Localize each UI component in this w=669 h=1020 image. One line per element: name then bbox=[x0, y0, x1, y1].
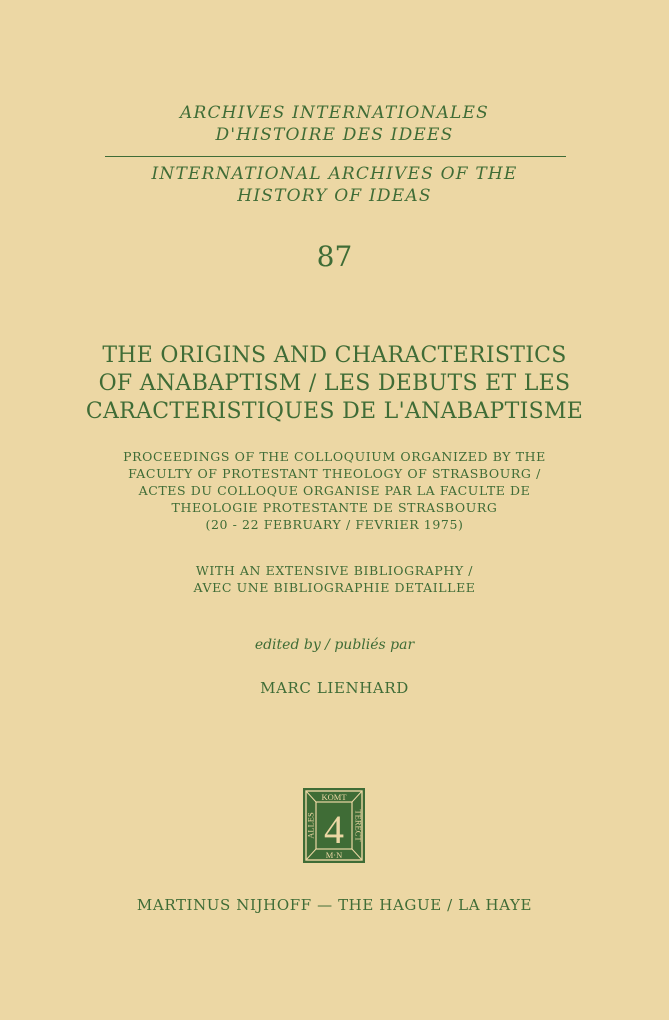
publisher-imprint: MARTINUS NIJHOFF — THE HAGUE / LA HAYE bbox=[136, 896, 533, 914]
series-french-line-2: D'HISTOIRE DES IDEES bbox=[215, 125, 454, 145]
series-title-french bbox=[0, 102, 669, 146]
edited-by-label: edited by / publiés par bbox=[254, 637, 415, 653]
subtitle bbox=[0, 448, 669, 533]
subtitle-line-4: THEOLOGIE PROTESTANTE DE STRASBOURG bbox=[171, 500, 498, 515]
title-line-2: OF ANABAPTISM / LES DEBUTS ET LES bbox=[98, 371, 571, 396]
subtitle-line-2: FACULTY OF PROTESTANT THEOLOGY OF STRASBOURG / bbox=[128, 466, 541, 481]
logo-text-center: 4 bbox=[324, 807, 344, 852]
subtitle-line-3: ACTES DU COLLOQUE ORGANISE PAR LA FACULTE DE bbox=[138, 483, 531, 498]
subtitle-line-5: (20 - 22 FEBRUARY / FEVRIER 1975) bbox=[205, 517, 464, 532]
series-divider bbox=[105, 156, 566, 157]
logo-text-left: ALLES bbox=[305, 812, 316, 839]
book-title bbox=[0, 342, 669, 426]
logo-text-right: TERECT bbox=[353, 809, 364, 842]
series-english-line-2: HISTORY OF IDEAS bbox=[237, 186, 432, 206]
logo-text-top: KOMT bbox=[321, 792, 347, 802]
series-english-line-1: INTERNATIONAL ARCHIVES OF THE bbox=[151, 164, 518, 184]
volume-number: 87 bbox=[316, 240, 353, 273]
bibliography-line-1: WITH AN EXTENSIVE BIBLIOGRAPHY / bbox=[195, 563, 474, 578]
logo-text-bottom: M·N bbox=[325, 850, 343, 860]
title-line-3: CARACTERISTIQUES DE L'ANABAPTISME bbox=[85, 399, 584, 424]
bibliography-note bbox=[0, 562, 669, 596]
subtitle-line-1: PROCEEDINGS OF THE COLLOQUIUM ORGANIZED BY THE bbox=[123, 449, 546, 464]
editor-name: MARC LIENHARD bbox=[260, 679, 409, 697]
bibliography-line-2: AVEC UNE BIBLIOGRAPHIE DETAILLEE bbox=[193, 580, 476, 595]
series-title-english bbox=[0, 163, 669, 207]
title-line-1: THE ORIGINS AND CHARACTERISTICS bbox=[102, 343, 567, 368]
series-french-line-1: ARCHIVES INTERNATIONALES bbox=[179, 103, 489, 123]
publisher-logo bbox=[303, 788, 365, 863]
